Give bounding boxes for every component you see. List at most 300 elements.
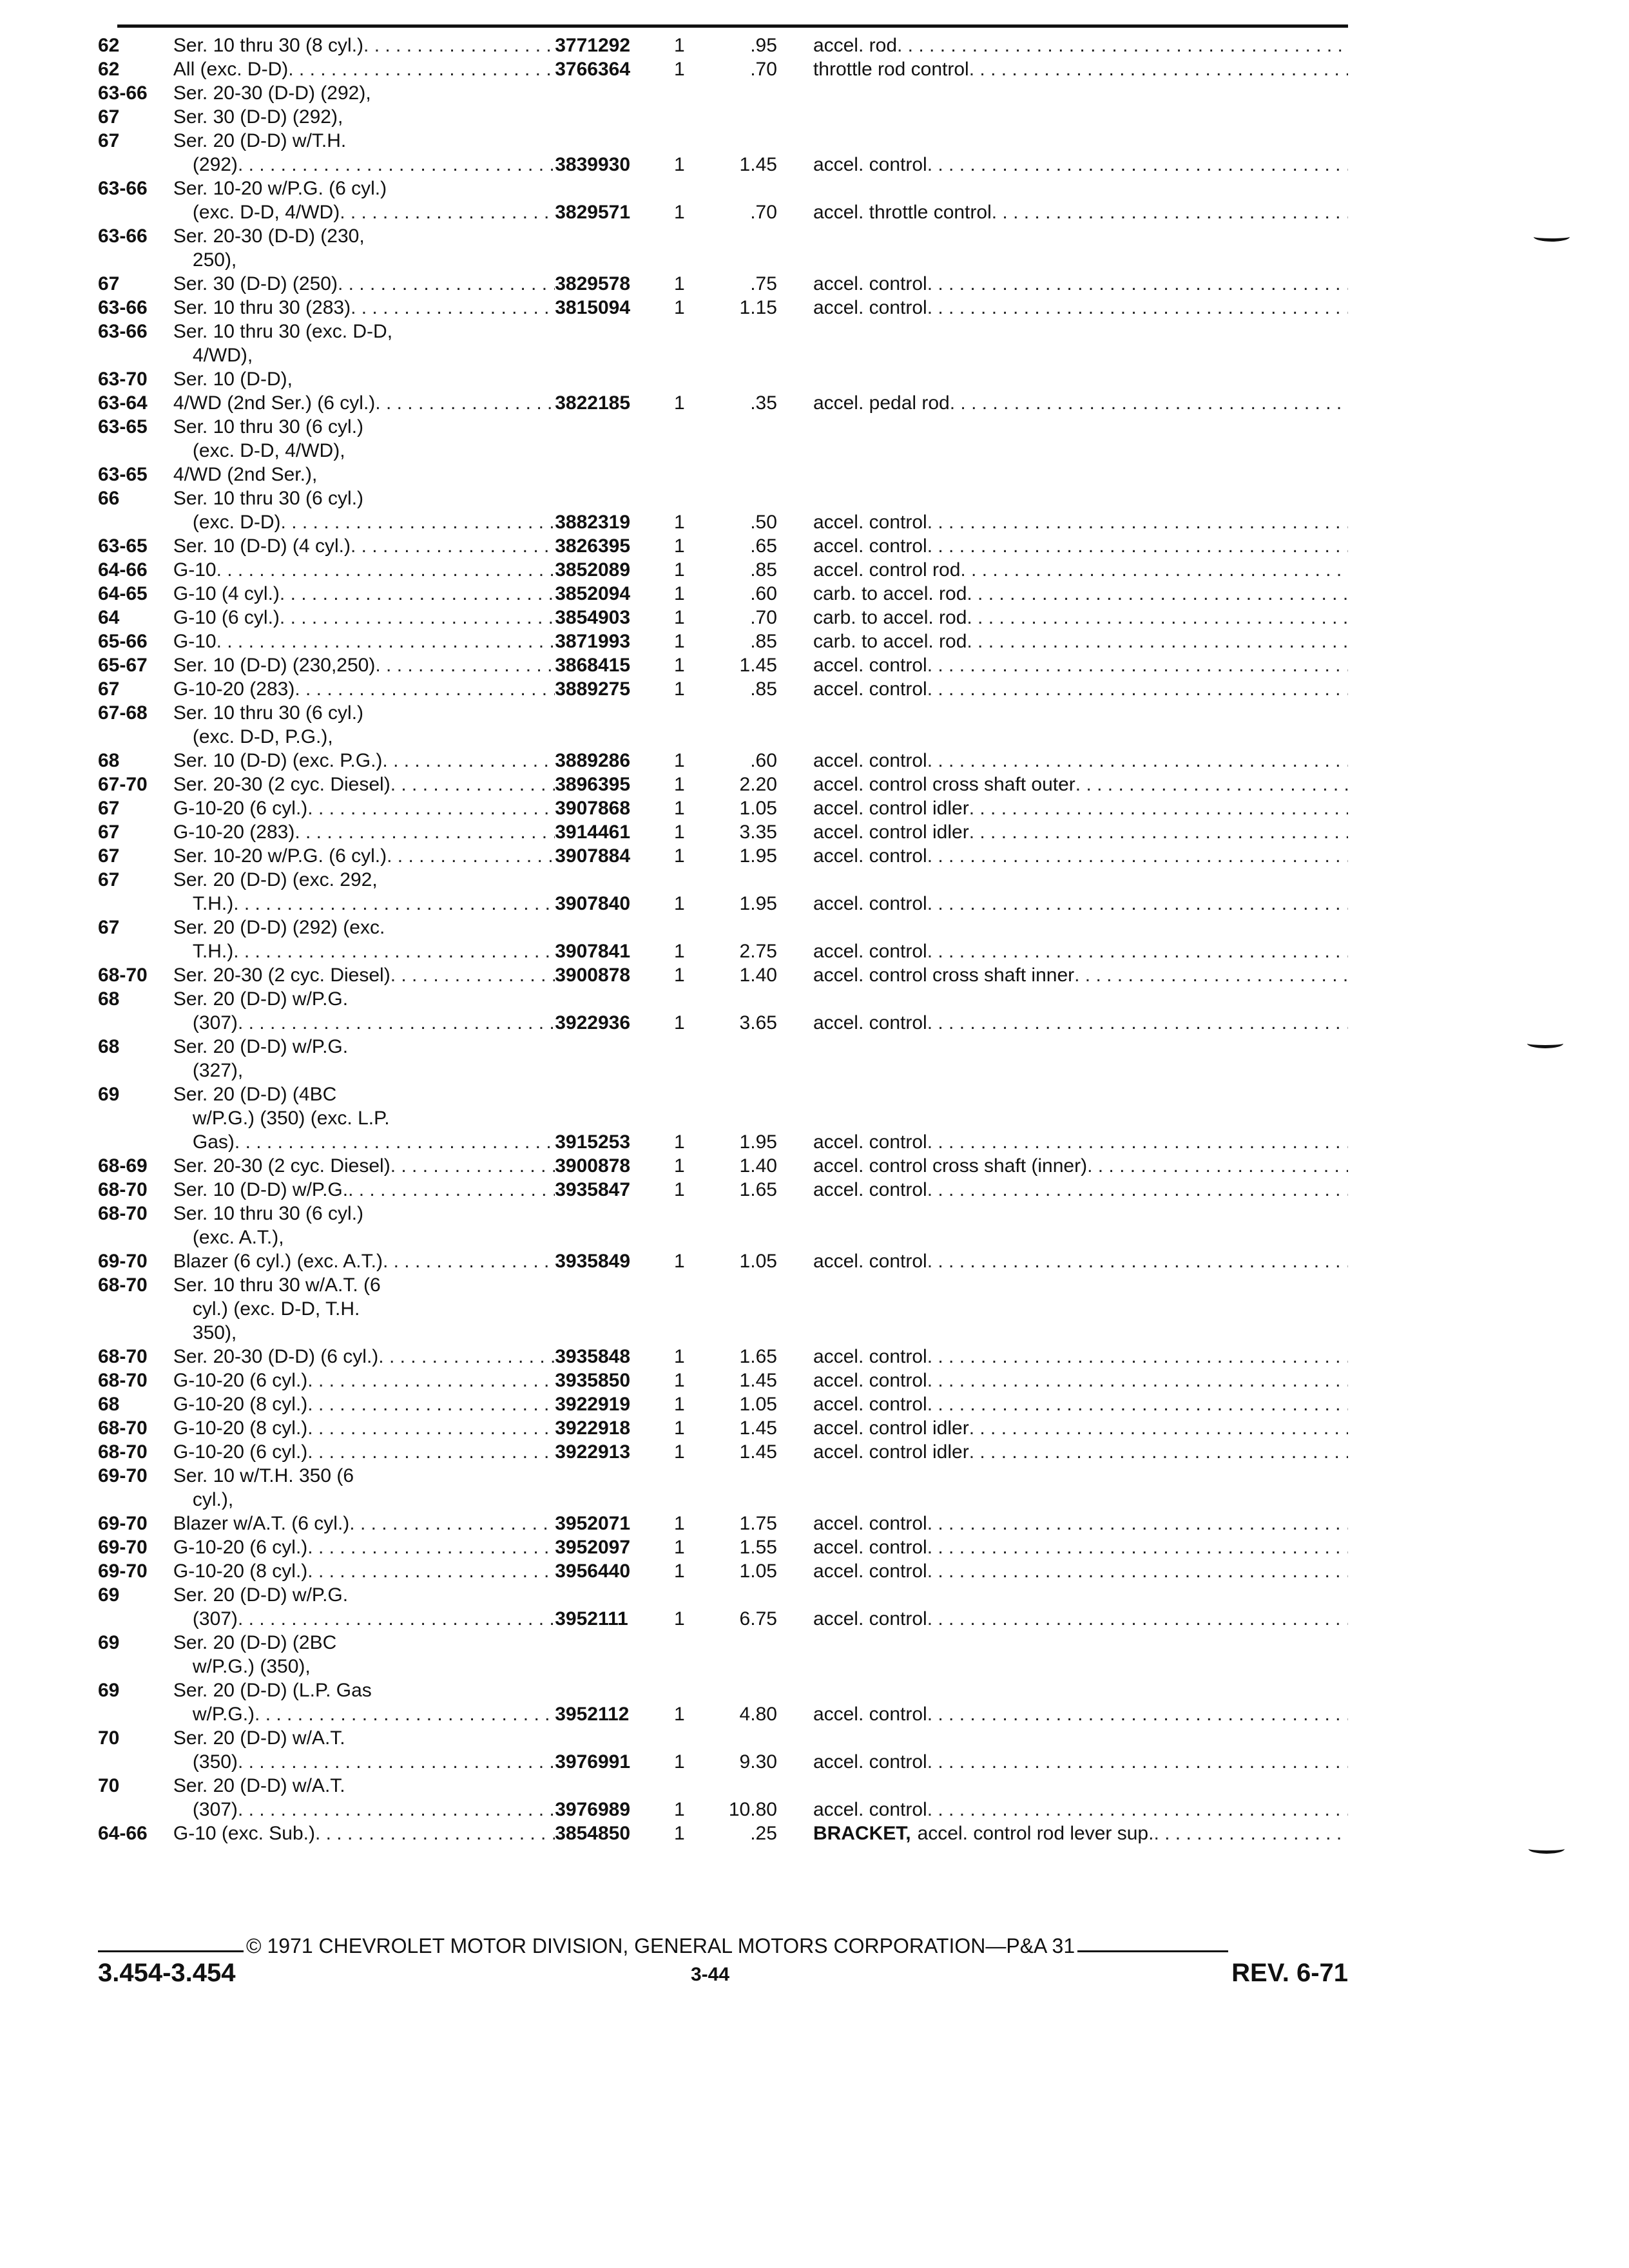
part-name-text: carb. to accel. rod bbox=[813, 583, 967, 604]
table-row bbox=[98, 653, 1348, 677]
part-name-text: accel. control cross shaft outer bbox=[813, 774, 1075, 795]
application-text: Ser. 10 thru 30 (exc. D-D, bbox=[173, 321, 393, 342]
table-row bbox=[98, 1130, 1348, 1154]
leader-dots bbox=[967, 629, 1348, 653]
model-years: 63-70 bbox=[98, 369, 148, 390]
part-number: 3854903 bbox=[555, 607, 631, 628]
model-years: 69 bbox=[98, 1584, 120, 1606]
table-row bbox=[98, 629, 1348, 653]
part-name-text: accel. control bbox=[813, 297, 927, 318]
application-text: Ser. 20 (D-D) w/P.G. bbox=[173, 1584, 349, 1606]
application-text: (327), bbox=[192, 1060, 244, 1081]
leader-dots bbox=[233, 892, 555, 916]
application-text: G-10 bbox=[173, 559, 217, 581]
part-number: 3952112 bbox=[555, 1704, 630, 1725]
leader-dots bbox=[927, 272, 1348, 296]
quantity: 1 bbox=[674, 273, 685, 294]
list-price: .85 bbox=[750, 631, 777, 652]
leader-dots bbox=[363, 34, 555, 57]
application-text: Ser. 10 thru 30 (6 cyl.) bbox=[173, 1203, 364, 1224]
model-years: 67 bbox=[98, 845, 120, 867]
application-description bbox=[173, 1202, 555, 1225]
part-number: 3922936 bbox=[555, 1012, 631, 1033]
application-description bbox=[173, 534, 555, 558]
table-row bbox=[98, 1798, 1348, 1821]
leader-dots bbox=[1153, 1821, 1348, 1845]
application-text: Ser. 20-30 (D-D) (292), bbox=[173, 82, 371, 104]
list-price: 1.55 bbox=[739, 1537, 777, 1558]
part-name bbox=[813, 534, 1348, 558]
model-years: 67 bbox=[98, 917, 120, 938]
quantity: 1 bbox=[674, 1513, 685, 1534]
part-number: 3896395 bbox=[555, 774, 631, 795]
leader-dots bbox=[375, 391, 555, 415]
application-description bbox=[173, 224, 555, 248]
model-years: 69 bbox=[98, 1680, 120, 1701]
application-text: G-10 (exc. Sub.) bbox=[173, 1823, 315, 1844]
leader-dots bbox=[960, 558, 1348, 582]
part-name bbox=[813, 1559, 1348, 1583]
application-text: 350), bbox=[192, 1322, 237, 1343]
part-name-text: accel. control bbox=[813, 845, 927, 867]
list-price: .75 bbox=[750, 273, 777, 294]
application-description bbox=[173, 987, 555, 1011]
application-description bbox=[173, 916, 555, 939]
part-name-text: accel. control bbox=[813, 1394, 927, 1415]
model-years: 67-68 bbox=[98, 702, 148, 724]
table-row bbox=[98, 1559, 1348, 1583]
application-text: Ser. 10 thru 30 (6 cyl.) bbox=[173, 416, 364, 437]
part-name bbox=[813, 34, 1348, 57]
part-name-text: carb. to accel. rod bbox=[813, 631, 967, 652]
list-price: 1.65 bbox=[739, 1179, 777, 1200]
leader-dots bbox=[307, 1535, 555, 1559]
model-years: 64 bbox=[98, 607, 120, 628]
application-description bbox=[173, 177, 555, 200]
application-text: G-10 (4 cyl.) bbox=[173, 583, 280, 604]
table-row bbox=[98, 701, 1348, 725]
table-row bbox=[98, 1082, 1348, 1106]
leader-dots bbox=[315, 1821, 555, 1845]
application-description bbox=[173, 1512, 555, 1535]
application-text: G-10-20 (283) bbox=[173, 822, 295, 843]
model-years: 65-66 bbox=[98, 631, 148, 652]
application-text: Ser. 10 (D-D) (230,250) bbox=[173, 655, 376, 676]
application-description bbox=[173, 34, 555, 57]
table-row bbox=[98, 1392, 1348, 1416]
application-description bbox=[173, 653, 555, 677]
application-text: Ser. 20-30 (2 cyc. Diesel) bbox=[173, 1155, 390, 1177]
leader-dots bbox=[927, 1750, 1348, 1774]
part-name-text: accel. control bbox=[813, 273, 927, 294]
part-number: 3922913 bbox=[555, 1441, 631, 1463]
part-name-text: accel. control bbox=[813, 1346, 927, 1367]
application-text: Ser. 20-30 (2 cyc. Diesel) bbox=[173, 774, 390, 795]
part-category: BRACKET, bbox=[813, 1823, 911, 1844]
page-footer bbox=[98, 1933, 1348, 1991]
part-name bbox=[813, 1512, 1348, 1535]
table-row bbox=[98, 1726, 1348, 1750]
list-price: 1.40 bbox=[739, 1155, 777, 1177]
table-row bbox=[98, 1345, 1348, 1369]
list-price: 1.95 bbox=[739, 1131, 777, 1153]
part-number: 3889286 bbox=[555, 750, 631, 771]
application-text: G-10 (6 cyl.) bbox=[173, 607, 280, 628]
application-description bbox=[173, 1798, 555, 1821]
quantity: 1 bbox=[674, 1370, 685, 1391]
application-description bbox=[173, 1321, 555, 1345]
part-name-text: accel. control bbox=[813, 154, 927, 175]
application-text: Ser. 10 (D-D) (exc. P.G.) bbox=[173, 750, 383, 771]
application-text: Ser. 20-30 (D-D) (230, bbox=[173, 226, 365, 247]
model-years: 62 bbox=[98, 35, 120, 56]
table-row bbox=[98, 558, 1348, 582]
application-description bbox=[173, 582, 555, 606]
model-years: 64-66 bbox=[98, 559, 148, 581]
leader-dots bbox=[1074, 963, 1348, 987]
model-years: 67 bbox=[98, 106, 120, 128]
quantity: 1 bbox=[674, 1251, 685, 1272]
part-name bbox=[813, 558, 1348, 582]
model-years: 67 bbox=[98, 678, 120, 700]
table-row bbox=[98, 1416, 1348, 1440]
copyright-text: © 1971 CHEVROLET MOTOR DIVISION, GENERAL MOTORS CORPORATION—P&A 31 bbox=[246, 1934, 1075, 1957]
table-row bbox=[98, 844, 1348, 868]
table-row bbox=[98, 200, 1348, 224]
list-price: 1.05 bbox=[739, 1251, 777, 1272]
part-number: 3952071 bbox=[555, 1513, 631, 1534]
table-row bbox=[98, 57, 1348, 81]
model-years: 68-70 bbox=[98, 1346, 148, 1367]
part-number: 3956440 bbox=[555, 1561, 631, 1582]
part-name-text: accel. control idler bbox=[813, 822, 969, 843]
part-number: 3922918 bbox=[555, 1418, 631, 1439]
quantity: 1 bbox=[674, 607, 685, 628]
list-price: 1.95 bbox=[739, 893, 777, 914]
table-row bbox=[98, 1273, 1348, 1297]
leader-dots bbox=[927, 1798, 1348, 1821]
list-price: 3.35 bbox=[739, 822, 777, 843]
part-number: 3952097 bbox=[555, 1537, 631, 1558]
model-years: 63-65 bbox=[98, 535, 148, 557]
application-description bbox=[173, 415, 555, 439]
leader-dots bbox=[927, 1130, 1348, 1154]
page-number: 3-44 bbox=[691, 1964, 730, 1985]
part-name-text: accel. control idler bbox=[813, 1418, 969, 1439]
list-price: .65 bbox=[750, 535, 777, 557]
table-row bbox=[98, 415, 1348, 439]
application-description bbox=[173, 1678, 555, 1702]
application-text: G-10 bbox=[173, 631, 217, 652]
application-description bbox=[173, 844, 555, 868]
leader-dots bbox=[255, 1702, 555, 1726]
part-number: 3829578 bbox=[555, 273, 631, 294]
application-text: cyl.), bbox=[192, 1489, 234, 1510]
table-row bbox=[98, 1512, 1348, 1535]
application-text: (exc. A.T.), bbox=[192, 1227, 284, 1248]
table-row bbox=[98, 1655, 1348, 1678]
list-price: .85 bbox=[750, 559, 777, 581]
leader-dots bbox=[233, 939, 555, 963]
table-row bbox=[98, 892, 1348, 916]
application-description bbox=[173, 1631, 555, 1655]
application-description bbox=[173, 439, 555, 463]
part-number: 3900878 bbox=[555, 965, 631, 986]
application-text: Ser. 20 (D-D) w/T.H. bbox=[173, 130, 347, 151]
application-text: Ser. 30 (D-D) (250) bbox=[173, 273, 338, 294]
part-name bbox=[813, 1416, 1348, 1440]
leader-dots bbox=[375, 653, 555, 677]
application-text: Ser. 20 (D-D) (4BC bbox=[173, 1084, 337, 1105]
leader-dots bbox=[383, 1249, 555, 1273]
table-row bbox=[98, 1202, 1348, 1225]
application-text: (exc. D-D, 4/WD) bbox=[192, 202, 340, 223]
table-row bbox=[98, 1607, 1348, 1631]
part-name-text: throttle rod control bbox=[813, 59, 969, 80]
model-years: 68 bbox=[98, 750, 120, 771]
application-description bbox=[173, 1583, 555, 1607]
model-years: 67 bbox=[98, 798, 120, 819]
leader-dots bbox=[927, 510, 1348, 534]
part-number: 3771292 bbox=[555, 35, 631, 56]
leader-dots bbox=[897, 34, 1348, 57]
leader-dots bbox=[390, 773, 555, 796]
leader-dots bbox=[307, 796, 555, 820]
application-description bbox=[173, 320, 555, 343]
application-description bbox=[173, 1154, 555, 1178]
quantity: 1 bbox=[674, 1441, 685, 1463]
part-number: 3854850 bbox=[555, 1823, 631, 1844]
application-description bbox=[173, 796, 555, 820]
table-row bbox=[98, 1678, 1348, 1702]
list-price: 1.45 bbox=[739, 1418, 777, 1439]
quantity: 1 bbox=[674, 822, 685, 843]
leader-dots bbox=[307, 1440, 555, 1464]
application-description bbox=[173, 1273, 555, 1297]
table-row bbox=[98, 296, 1348, 320]
application-description bbox=[173, 606, 555, 629]
part-number: 3976991 bbox=[555, 1751, 631, 1773]
part-name bbox=[813, 1821, 1348, 1845]
application-description bbox=[173, 296, 555, 320]
part-name-text: accel. control bbox=[813, 655, 927, 676]
application-description bbox=[173, 200, 555, 224]
quantity: 1 bbox=[674, 893, 685, 914]
application-text: Ser. 10 (D-D) (4 cyl.) bbox=[173, 535, 351, 557]
application-description bbox=[173, 1297, 555, 1321]
application-text: Ser. 20 (D-D) (exc. 292, bbox=[173, 869, 378, 890]
leader-dots bbox=[307, 1392, 555, 1416]
quantity: 1 bbox=[674, 678, 685, 700]
part-name bbox=[813, 606, 1348, 629]
model-years: 67 bbox=[98, 869, 120, 890]
leader-dots bbox=[927, 1011, 1348, 1035]
leader-dots bbox=[927, 1369, 1348, 1392]
application-text: 4/WD), bbox=[192, 345, 253, 366]
part-name-text: accel. control cross shaft inner bbox=[813, 965, 1075, 986]
list-price: 1.75 bbox=[739, 1513, 777, 1534]
part-name bbox=[813, 892, 1348, 916]
application-text: Ser. 20 (D-D) w/A.T. bbox=[173, 1775, 345, 1796]
application-description bbox=[173, 153, 555, 177]
application-description bbox=[173, 129, 555, 153]
table-row bbox=[98, 939, 1348, 963]
table-row bbox=[98, 272, 1348, 296]
table-row bbox=[98, 439, 1348, 463]
application-text: Ser. 10 (D-D), bbox=[173, 369, 293, 390]
leader-dots bbox=[927, 296, 1348, 320]
application-description bbox=[173, 463, 555, 486]
part-name-text: accel. control rod lever sup. bbox=[917, 1823, 1154, 1844]
application-description bbox=[173, 1821, 555, 1845]
application-description bbox=[173, 677, 555, 701]
table-row bbox=[98, 606, 1348, 629]
application-description bbox=[173, 1750, 555, 1774]
application-description bbox=[173, 1178, 555, 1202]
section-number: 3.454-3.454 bbox=[98, 1959, 236, 1987]
application-text: Ser. 10 thru 30 w/A.T. (6 bbox=[173, 1274, 381, 1296]
list-price: 1.05 bbox=[739, 1561, 777, 1582]
part-number: 3907884 bbox=[555, 845, 631, 867]
table-row bbox=[98, 486, 1348, 510]
application-description bbox=[173, 1369, 555, 1392]
part-name bbox=[813, 200, 1348, 224]
part-name-text: accel. control bbox=[813, 1179, 927, 1200]
leader-dots bbox=[927, 1607, 1348, 1631]
model-years: 68 bbox=[98, 1394, 120, 1415]
part-number: 3935848 bbox=[555, 1346, 631, 1367]
application-text: G-10-20 (8 cyl.) bbox=[173, 1418, 308, 1439]
model-years: 68-70 bbox=[98, 965, 148, 986]
binder-hole-mark bbox=[1528, 1844, 1565, 1854]
leader-dots bbox=[927, 1535, 1348, 1559]
part-name bbox=[813, 963, 1348, 987]
application-description bbox=[173, 749, 555, 773]
application-text: G-10-20 (6 cyl.) bbox=[173, 1441, 308, 1463]
quantity: 1 bbox=[674, 750, 685, 771]
leader-dots bbox=[238, 1750, 555, 1774]
application-text: (exc. D-D, 4/WD), bbox=[192, 440, 345, 461]
list-price: 2.20 bbox=[739, 774, 777, 795]
table-row bbox=[98, 1750, 1348, 1774]
part-name bbox=[813, 1130, 1348, 1154]
part-name bbox=[813, 629, 1348, 653]
leader-dots bbox=[238, 1011, 555, 1035]
revision-label: REV. 6-71 bbox=[1231, 1959, 1348, 1987]
quantity: 1 bbox=[674, 535, 685, 557]
model-years: 68 bbox=[98, 988, 120, 1010]
table-row bbox=[98, 868, 1348, 892]
table-row bbox=[98, 534, 1348, 558]
table-row bbox=[98, 1631, 1348, 1655]
quantity: 1 bbox=[674, 1131, 685, 1153]
leader-dots bbox=[348, 1178, 555, 1202]
model-years: 68-70 bbox=[98, 1203, 148, 1224]
quantity: 1 bbox=[674, 1418, 685, 1439]
leader-dots bbox=[294, 677, 555, 701]
application-description bbox=[173, 1464, 555, 1488]
application-description bbox=[173, 1702, 555, 1726]
application-text: Ser. 10 thru 30 (283) bbox=[173, 297, 351, 318]
table-row bbox=[98, 677, 1348, 701]
part-name-text: accel. control bbox=[813, 1704, 927, 1725]
application-description bbox=[173, 81, 555, 105]
application-description bbox=[173, 1559, 555, 1583]
quantity: 1 bbox=[674, 512, 685, 533]
part-name-text: accel. control bbox=[813, 1561, 927, 1582]
part-number: 3900878 bbox=[555, 1155, 631, 1177]
part-name bbox=[813, 844, 1348, 868]
application-description bbox=[173, 868, 555, 892]
leader-dots bbox=[390, 1154, 555, 1178]
part-name-text: accel. control bbox=[813, 1513, 927, 1534]
part-number: 3815094 bbox=[555, 297, 631, 318]
list-price: .70 bbox=[750, 607, 777, 628]
leader-dots bbox=[967, 606, 1348, 629]
quantity: 1 bbox=[674, 1179, 685, 1200]
application-text: G-10-20 (283) bbox=[173, 678, 295, 700]
model-years: 68-70 bbox=[98, 1179, 148, 1200]
part-name-text: accel. control rod bbox=[813, 559, 961, 581]
leader-dots bbox=[307, 1369, 555, 1392]
application-description bbox=[173, 892, 555, 916]
part-name bbox=[813, 296, 1348, 320]
table-row bbox=[98, 1464, 1348, 1488]
application-text: (350) bbox=[192, 1751, 238, 1773]
list-price: .70 bbox=[750, 202, 777, 223]
part-name bbox=[813, 1750, 1348, 1774]
table-row bbox=[98, 1321, 1348, 1345]
table-row bbox=[98, 1440, 1348, 1464]
table-row bbox=[98, 916, 1348, 939]
model-years: 68-70 bbox=[98, 1418, 148, 1439]
application-text: (292) bbox=[192, 154, 238, 175]
quantity: 1 bbox=[674, 1537, 685, 1558]
part-name bbox=[813, 1369, 1348, 1392]
application-text: 4/WD (2nd Ser.) (6 cyl.) bbox=[173, 392, 376, 414]
model-years: 69 bbox=[98, 1632, 120, 1653]
table-row bbox=[98, 343, 1348, 367]
part-name bbox=[813, 582, 1348, 606]
part-name-text: accel. pedal rod bbox=[813, 392, 950, 414]
leader-dots bbox=[349, 1512, 555, 1535]
part-name-text: accel. control bbox=[813, 1012, 927, 1033]
list-price: 1.05 bbox=[739, 798, 777, 819]
list-price: .35 bbox=[750, 392, 777, 414]
model-years: 69-70 bbox=[98, 1537, 148, 1558]
part-name bbox=[813, 749, 1348, 773]
part-number: 3868415 bbox=[555, 655, 631, 676]
footer-bottom bbox=[98, 1959, 1348, 1991]
application-description bbox=[173, 248, 555, 272]
application-description bbox=[173, 1082, 555, 1106]
application-text: Ser. 20-30 (2 cyc. Diesel) bbox=[173, 965, 390, 986]
application-description bbox=[173, 1416, 555, 1440]
leader-dots bbox=[238, 153, 555, 177]
leader-dots bbox=[927, 534, 1348, 558]
application-text: G-10-20 (6 cyl.) bbox=[173, 798, 308, 819]
part-name bbox=[813, 1702, 1348, 1726]
leader-dots bbox=[927, 1178, 1348, 1202]
model-years: 69-70 bbox=[98, 1513, 148, 1534]
part-name-text: accel. control bbox=[813, 750, 927, 771]
application-description bbox=[173, 1392, 555, 1416]
application-description bbox=[173, 1726, 555, 1750]
part-name bbox=[813, 1011, 1348, 1035]
list-price: 6.75 bbox=[739, 1608, 777, 1629]
quantity: 1 bbox=[674, 154, 685, 175]
binder-hole-mark bbox=[1534, 232, 1570, 242]
